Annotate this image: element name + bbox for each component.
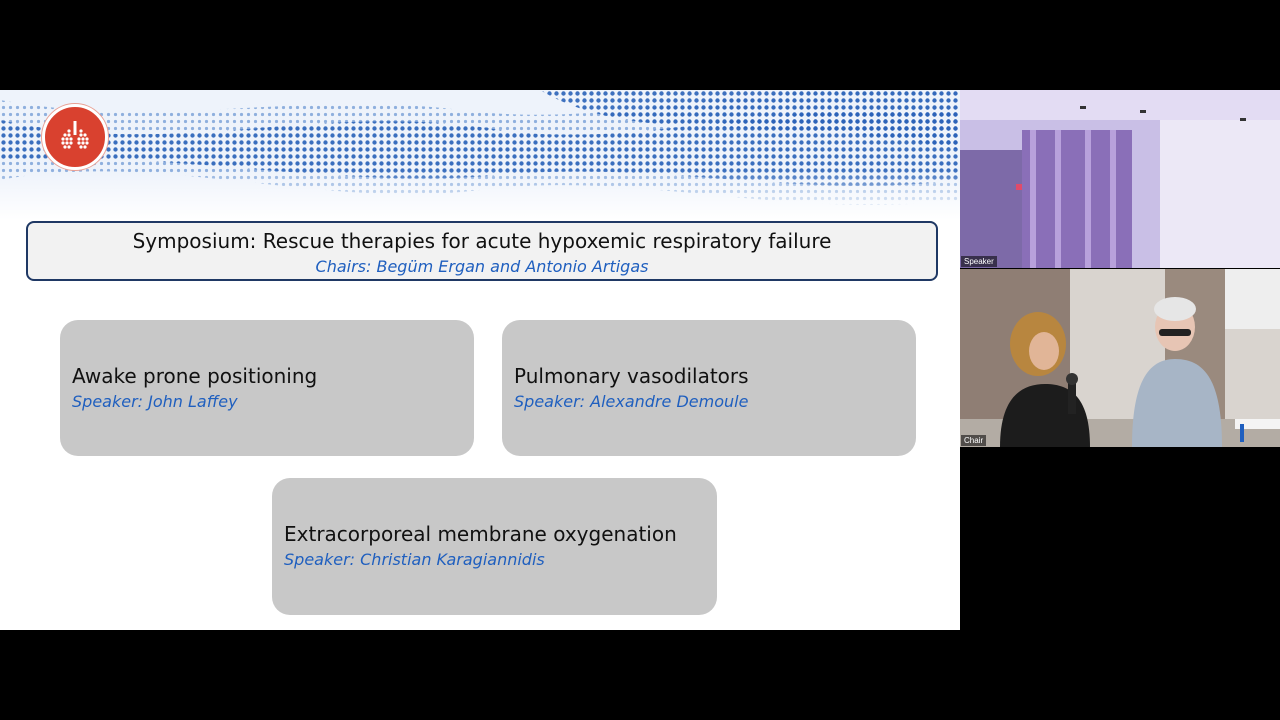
speaker-video-label: Speaker	[961, 256, 997, 267]
slide	[0, 90, 960, 630]
symposium-title-box	[26, 221, 938, 281]
talk-speaker: Speaker: Christian Karagiannidis	[284, 550, 545, 569]
lungs-icon	[42, 104, 108, 170]
symposium-chairs: Chairs: Begüm Ergan and Antonio Artigas	[315, 257, 649, 276]
talk-title: Pulmonary vasodilators	[514, 364, 749, 388]
talk-box-ecmo	[272, 478, 717, 615]
speaker-video-feed	[960, 90, 1280, 268]
slide-banner-wave	[0, 90, 960, 220]
talk-speaker: Speaker: John Laffey	[72, 392, 238, 411]
talk-speaker: Speaker: Alexandre Demoule	[514, 392, 749, 411]
chair-video-tile[interactable]	[960, 269, 1280, 447]
talk-title: Extracorporeal membrane oxygenation	[284, 522, 677, 546]
symposium-title: Symposium: Rescue therapies for acute hypoxemic respiratory failure	[132, 229, 832, 253]
talk-box-prone	[60, 320, 474, 456]
chair-video-feed	[960, 269, 1280, 447]
chair-video-label: Chair	[961, 435, 986, 446]
talk-box-vasodilators	[502, 320, 916, 456]
talk-title: Awake prone positioning	[72, 364, 318, 388]
lungs-icon-glyph	[55, 117, 95, 157]
speaker-video-tile[interactable]	[960, 90, 1280, 268]
